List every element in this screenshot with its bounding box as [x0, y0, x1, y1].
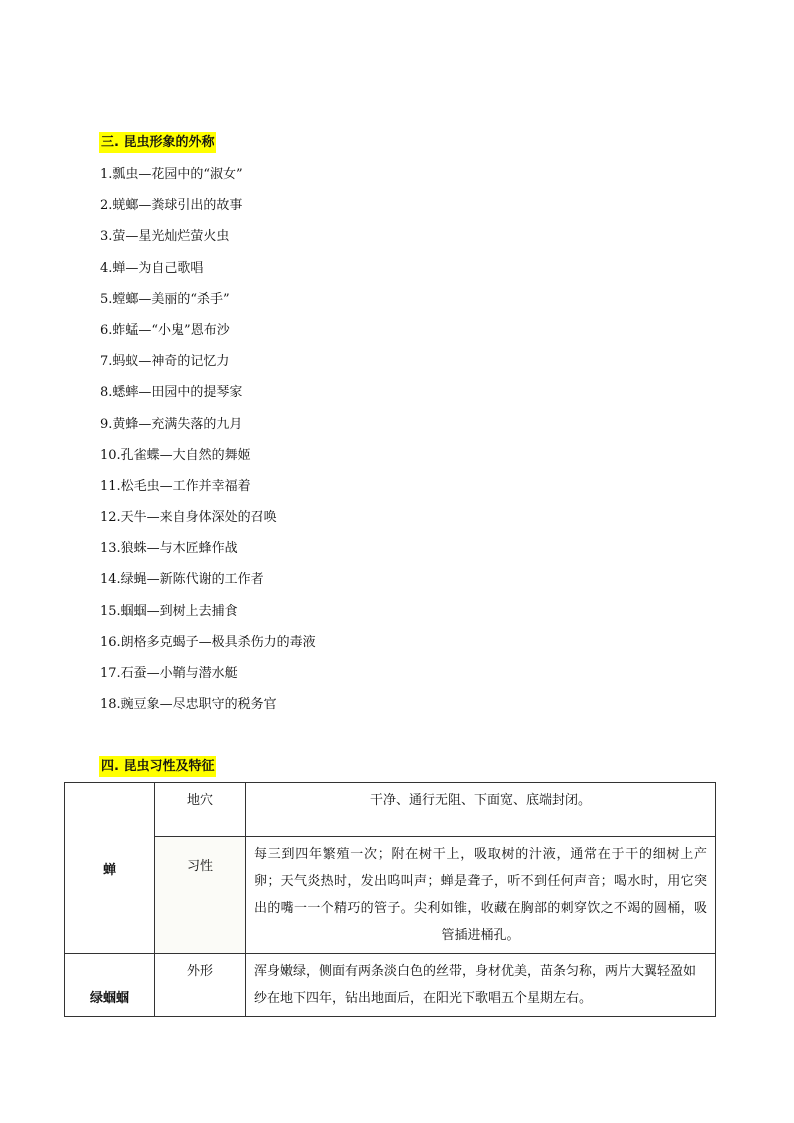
- list-item: 6.蚱蜢—“小鬼”恩布沙: [100, 322, 230, 338]
- attr-desc-habit: 每三到四年繁殖一次；附在树干上，吸取树的汁液，通常在于干的细树上产卵；天气炎热时，发出呜叫声；蝉是聋子，听不到任何声音；喝水时，用它突出的嘴一一个精巧的管子。尖利如锥，收藏在胸部的刺穿饮之不竭的圆桶，吸管插进桶孔。: [246, 837, 716, 954]
- attr-desc-appearance: 浑身嫩绿，侧面有两条淡白色的丝带，身材优美，苗条匀称，两片大翼轻盈如纱在地下四年，钻出地面后，在阳光下歌唱五个星期左右。: [246, 954, 716, 1017]
- insect-traits-table: [64, 782, 716, 1017]
- list-item: 16.朗格多克蝎子—极具杀伤力的毒液: [100, 634, 316, 650]
- list-item: 3.萤—星光灿烂萤火虫: [100, 229, 230, 245]
- list-item: 7.蚂蚁—神奇的记忆力: [100, 354, 230, 370]
- list-item: 14.绿蝇—新陈代谢的工作者: [100, 572, 264, 588]
- list-item: 18.豌豆象—尽忠职守的税务官: [100, 697, 277, 713]
- table-row: [65, 837, 716, 954]
- list-item: 15.蝈蝈—到树上去捕食: [100, 603, 238, 619]
- attr-label-appearance: 外形: [155, 954, 246, 1017]
- insect-name-katydid: 绿蝈蝈: [65, 954, 155, 1017]
- list-item: 12.天牛—来自身体深处的召唤: [100, 510, 277, 526]
- list-item: 9.黄蜂—充满失落的九月: [100, 416, 243, 432]
- attr-label-habit: 习性: [155, 837, 246, 954]
- insect-name-cicada: 蝉: [65, 783, 155, 954]
- attr-desc-burrow: 干净、通行无阻、下面宽、底端封闭。: [246, 783, 716, 837]
- list-item: 10.孔雀蝶—大自然的舞姬: [100, 447, 251, 463]
- list-item: 13.狼蛛—与木匠蜂作战: [100, 541, 238, 557]
- list-item: 1.瓢虫—花园中的“淑女”: [100, 167, 243, 182]
- attr-label-burrow: 地穴: [155, 783, 246, 837]
- insect-nickname-list: [100, 164, 316, 725]
- list-item: 17.石蚕—小鞘与潜水艇: [100, 666, 238, 681]
- list-item: 4.蝉—为自己歌唱: [100, 260, 204, 276]
- table-row: [65, 783, 716, 837]
- list-item: 2.蜣螂—粪球引出的故事: [100, 198, 243, 214]
- section-4-title: 四. 昆虫习性及特征: [99, 756, 216, 777]
- list-item: 8.蟋蟀—田园中的提琴家: [100, 385, 243, 401]
- list-item: 11.松毛虫—工作并幸福着: [100, 478, 251, 494]
- list-item: 5.螳螂—美丽的“杀手”: [100, 291, 230, 307]
- section-3-title: 三. 昆虫形象的外称: [99, 132, 216, 153]
- table-row: [65, 954, 716, 1017]
